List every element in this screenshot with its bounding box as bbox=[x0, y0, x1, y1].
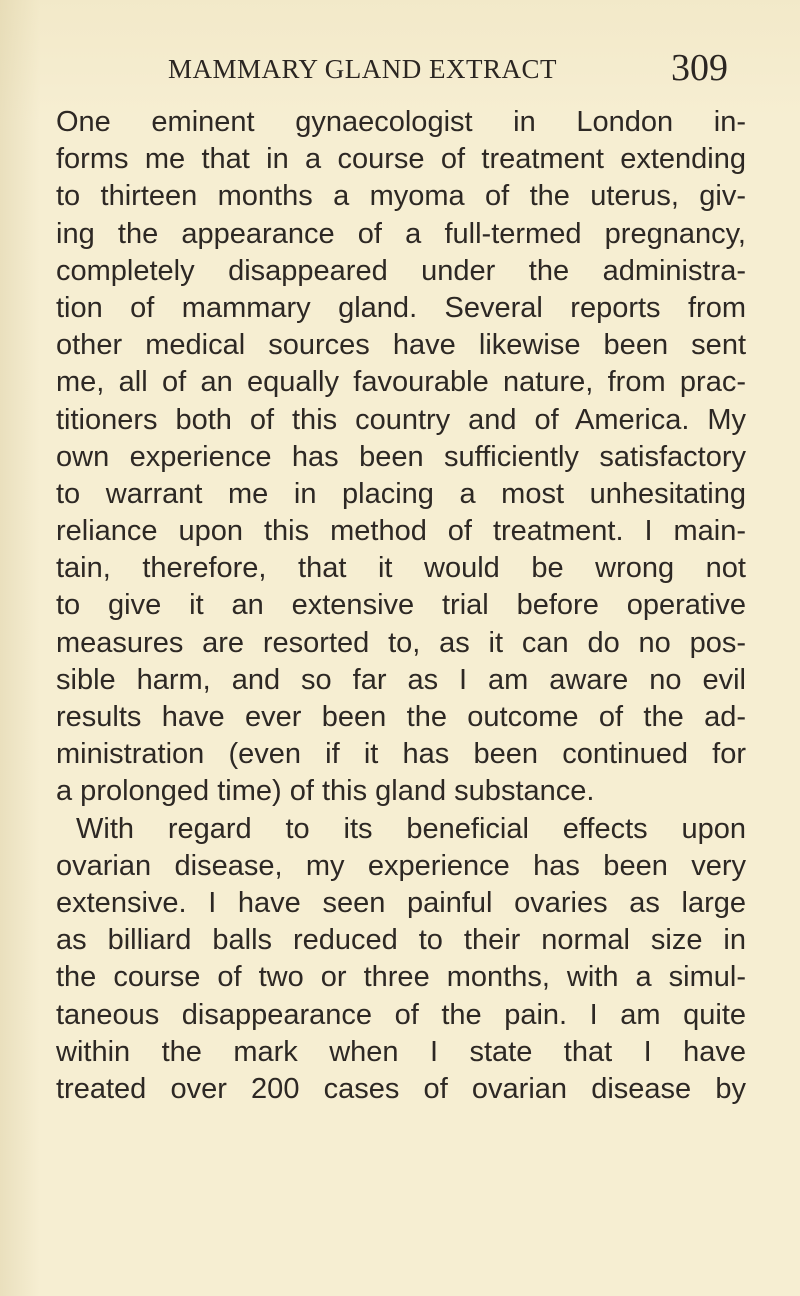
text-line: other medical sources have likewise been sent bbox=[56, 329, 746, 362]
text-line: me, all of an equally favourable nature, from prac- bbox=[56, 366, 746, 399]
text-line: measures are resorted to, as it can do no pos- bbox=[56, 626, 746, 659]
text-line: reliance upon this method of treatment. I main- bbox=[56, 515, 746, 548]
paragraph-1 bbox=[56, 104, 746, 811]
text-line: tain, therefore, that it would be wrong not bbox=[56, 552, 746, 585]
text-line: titioners both of this country and of America. My bbox=[56, 403, 746, 436]
text-line: With regard to its beneficial effects upon bbox=[76, 812, 746, 845]
text-line: results have ever been the outcome of the ad- bbox=[56, 701, 746, 733]
text-line: to warrant me in placing a most unhesitating bbox=[56, 477, 746, 510]
body-text bbox=[56, 104, 746, 1108]
text-line: forms me that in a course of treatment extending bbox=[56, 143, 746, 176]
paragraph-2 bbox=[56, 811, 746, 1109]
text-line: within the mark when I state that I have bbox=[56, 1035, 746, 1068]
running-head-title: MAMMARY GLAND EXTRACT bbox=[168, 54, 558, 84]
text-line: tion of mammary gland. Several reports from bbox=[56, 291, 746, 324]
text-line: sible harm, and so far as I am aware no evil bbox=[56, 663, 746, 696]
text-line: a prolonged time) of this gland substance. bbox=[56, 775, 595, 808]
text-line: ing the appearance of a full-termed pregnancy, bbox=[56, 217, 746, 250]
text-line: as billiard balls reduced to their normal size in bbox=[56, 924, 746, 957]
text-line: taneous disappearance of the pain. I am quite bbox=[56, 998, 746, 1031]
text-line: to give it an extensive trial before operative bbox=[56, 589, 746, 622]
text-line: to thirteen months a myoma of the uterus, giv- bbox=[56, 180, 746, 213]
running-head bbox=[168, 40, 728, 94]
text-line: ministration (even if it has been continued for bbox=[56, 738, 746, 771]
text-line: the course of two or three months, with a simul- bbox=[56, 961, 746, 994]
text-line: One eminent gynaecologist in London in- bbox=[56, 106, 746, 138]
text-line: own experience has been sufficiently satisfactory bbox=[56, 440, 746, 473]
page-number: 309 bbox=[671, 47, 728, 89]
text-line: completely disappeared under the administra- bbox=[56, 254, 746, 287]
text-line: treated over 200 cases of ovarian disease by bbox=[56, 1072, 746, 1105]
text-line: ovarian disease, my experience has been very bbox=[56, 849, 746, 882]
text-line: extensive. I have seen painful ovaries as large bbox=[56, 886, 746, 919]
